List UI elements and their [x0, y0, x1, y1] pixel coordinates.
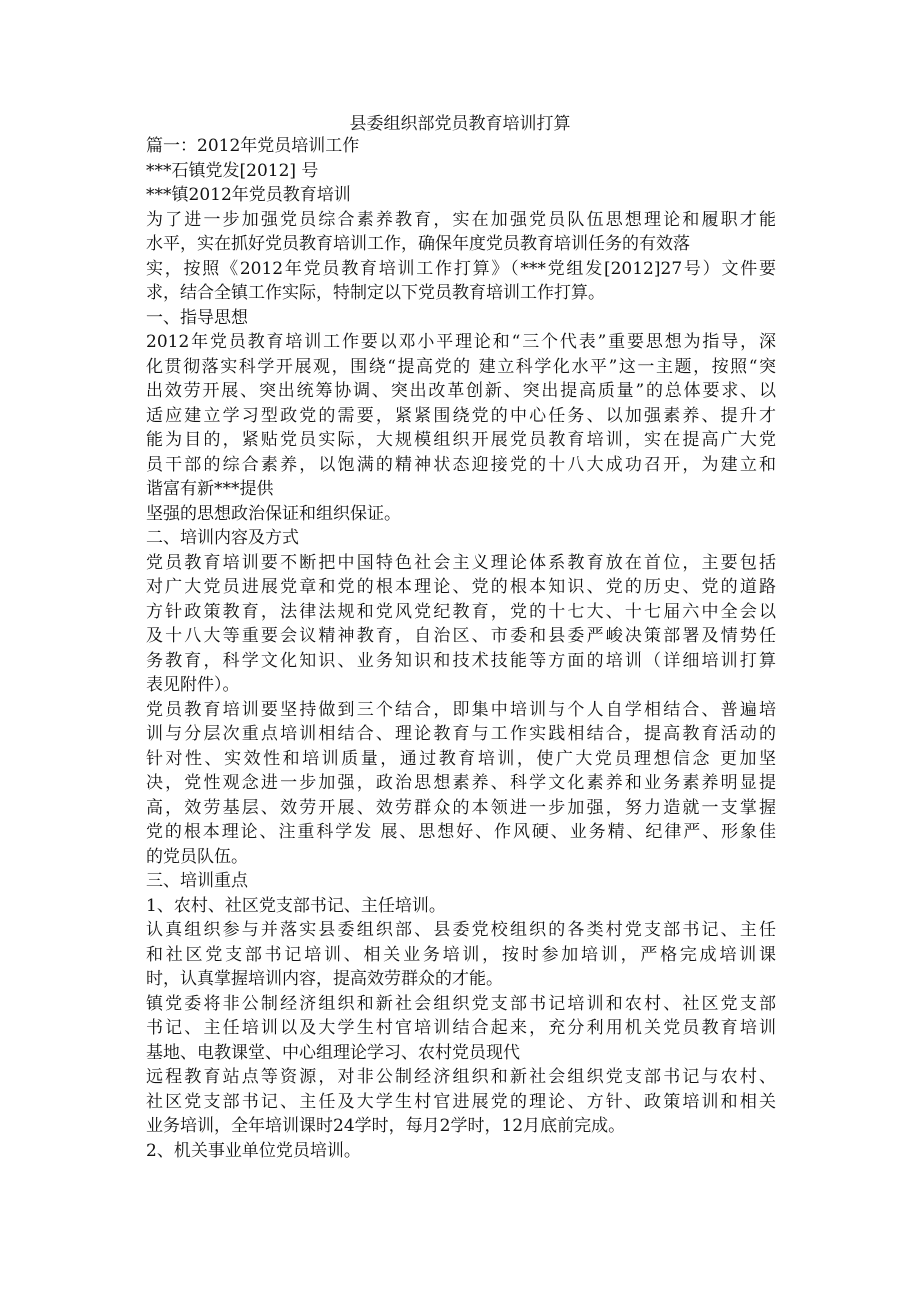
document-title: 县委组织部党员教育培训打算	[349, 114, 571, 134]
text-line: 业务培训，全年培训课时24学时，每月2学时，12月底前完成。	[146, 1116, 626, 1136]
text-line: 适应建立学习型政党的需要，紧紧围绕党的中心任务、以加强素养、提升才	[146, 405, 776, 426]
text-line: 一、指导思想	[146, 307, 248, 328]
text-line: 及十八大等重要会议精神教育，自治区、市委和县委严峻决策部署及情势任	[146, 626, 776, 646]
text-line: 训与分层次重点培训相结合、理论教育与工作实践相结合，提高教育活动的	[146, 724, 776, 744]
text-line: 基地、电教课堂、中心组理论学习、农村党员现代	[146, 1042, 520, 1063]
text-line: 党员教育培训要坚持做到三个结合，即集中培训与个人自学相结合、普遍培	[146, 699, 776, 720]
text-line: 党员教育培训要不断把中国特色社会主义理论体系教育放在首位，主要包括	[146, 552, 776, 573]
text-line: 方针政策教育，法律法规和党风党纪教育，党的十七大、十七届六中全会以	[146, 601, 776, 622]
text-line: 的党员队伍。	[146, 846, 248, 867]
document-body	[146, 134, 776, 1163]
text-line: 谐富有新***提供	[146, 479, 274, 499]
text-line: 针对性、实效性和培训质量，通过教育培训，使广大党员理想信念 更加坚	[146, 748, 776, 769]
text-line: 水平，实在抓好党员教育培训工作，确保年度党员教育培训任务的有效落	[146, 234, 690, 254]
text-line: 书记、主任培训以及大学生村官培训结合起来，充分利用机关党员教育培训	[146, 1018, 776, 1038]
text-line: 对广大党员进展党章和党的根本理论、党的根本知识、党的历史、党的道路	[146, 577, 776, 597]
text-line: 篇一：2012年党员培训工作	[146, 136, 360, 156]
text-line: 社区党支部书记、主任及大学生村官进展党的理论、方针、政策培训和相关	[146, 1091, 776, 1112]
text-line: 党的根本理论、注重科学发 展、思想好、作风硬、业务精、纪律严、形象佳	[146, 822, 776, 842]
text-line: 三、培训重点	[146, 871, 248, 891]
text-line: 二、培训内容及方式	[146, 528, 299, 548]
text-line: 和社区党支部书记培训、相关业务培训，按时参加培训，严格完成培训课	[146, 944, 776, 965]
text-line: 务教育，科学文化知识、业务知识和技术技能等方面的培训（详细培训打算	[146, 650, 776, 671]
text-line: 求，结合全镇工作实际，特制定以下党员教育培训工作打算。	[146, 283, 605, 303]
text-line: 2012年党员教育培训工作要以邓小平理论和“三个代表”重要思想为指导，深	[146, 332, 776, 352]
text-line: 能为目的，紧贴党员实际，大规模组织开展党员教育培训，实在提高广大党	[146, 430, 776, 450]
text-line: 员干部的综合素养，以饱满的精神状态迎接党的十八大成功召开，为建立和	[146, 454, 776, 475]
text-line: 时，认真掌握培训内容，提高效劳群众的才能。	[146, 969, 503, 989]
text-line: 出效劳开展、突出统筹协调、突出改革创新、突出提高质量”的总体要求、以	[146, 381, 776, 401]
text-line: 2、机关事业单位党员培训。	[146, 1140, 361, 1161]
text-line: 认真组织参与并落实县委组织部、县委党校组织的各类村党支部书记、主任	[146, 920, 776, 940]
text-line: 高，效劳基层、效劳开展、效劳群众的本领进一步加强，努力造就一支掌握	[146, 797, 776, 818]
text-line: 为了进一步加强党员综合素养教育，实在加强党员队伍思想理论和履职才能	[146, 209, 776, 230]
text-line: 1、农村、社区党支部书记、主任培训。	[146, 895, 446, 916]
text-line: 化贯彻落实科学开展观，围绕“提高党的 建立科学化水平”这一主题，按照“突	[146, 356, 776, 377]
text-line: 表见附件）。	[146, 675, 240, 695]
text-line: ***镇2012年党员教育培训	[146, 185, 351, 205]
text-line: 坚强的思想政治保证和组织保证。	[146, 503, 401, 524]
text-line: 镇党委将非公制经济组织和新社会组织党支部书记培训和农村、社区党支部	[146, 993, 776, 1014]
text-line: ***石镇党发[2012] 号	[146, 160, 319, 181]
text-line: 远程教育站点等资源，对非公制经济组织和新社会组织党支部书记与农村、	[146, 1067, 776, 1087]
text-line: 决，党性观念进一步加强，政治思想素养、科学文化素养和业务素养明显提	[146, 773, 776, 793]
text-line: 实，按照《2012年党员教育培训工作打算》（***党组发[2012]27号）文件要	[146, 258, 776, 279]
